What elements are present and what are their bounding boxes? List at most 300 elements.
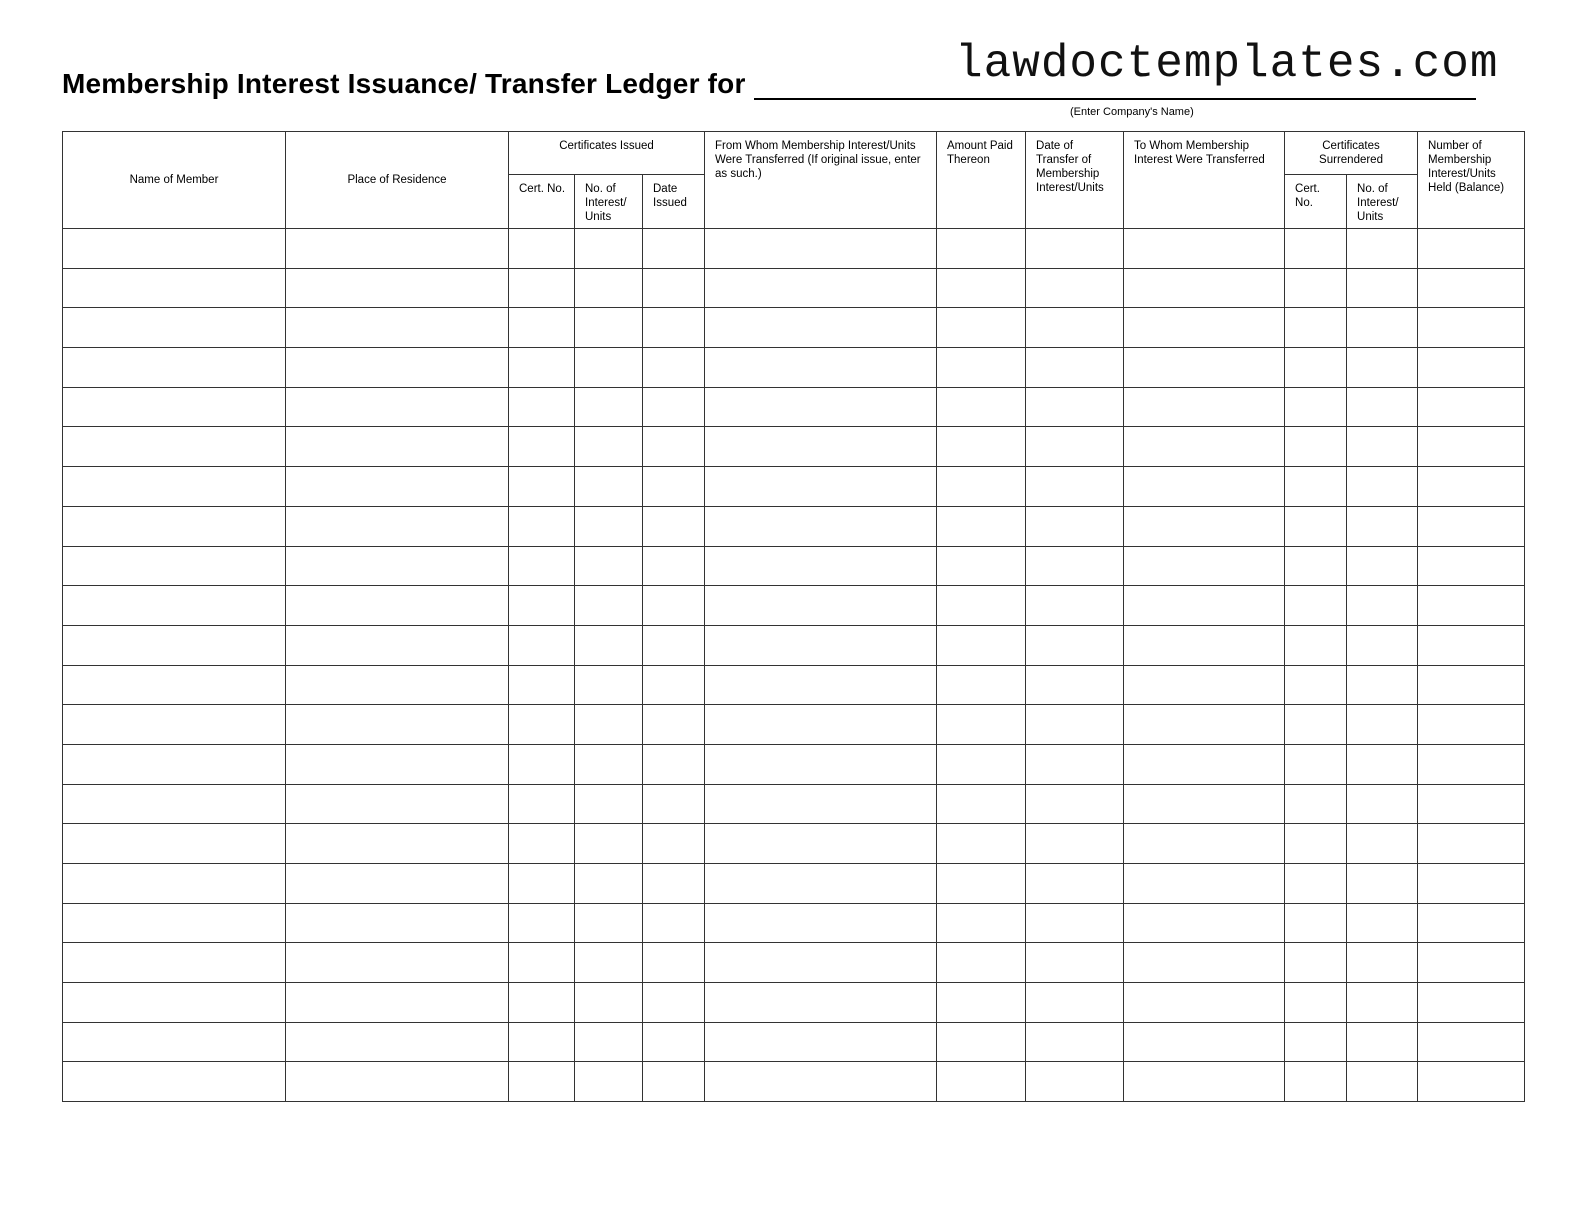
cell-place-of-residence[interactable] <box>286 665 509 705</box>
cell-date-issued[interactable] <box>643 903 705 943</box>
cell-place-of-residence[interactable] <box>286 1062 509 1102</box>
cell-issued-cert-no[interactable] <box>509 229 575 269</box>
cell-place-of-residence[interactable] <box>286 427 509 467</box>
cell-amount-paid[interactable] <box>937 268 1026 308</box>
cell-amount-paid[interactable] <box>937 427 1026 467</box>
cell-number-held[interactable] <box>1418 864 1525 904</box>
cell-date-issued[interactable] <box>643 784 705 824</box>
watermark: lawdoctemplates.com <box>955 38 1499 90</box>
table-row <box>63 427 1525 467</box>
cell-date-of-transfer[interactable] <box>1026 427 1124 467</box>
cell-from-whom[interactable] <box>705 903 937 943</box>
cell-name-of-member[interactable] <box>63 625 286 665</box>
table-row <box>63 1062 1525 1102</box>
cell-surrendered-no-of-interest[interactable] <box>1347 467 1418 507</box>
cell-surrendered-cert-no[interactable] <box>1285 943 1347 983</box>
cell-surrendered-no-of-interest[interactable] <box>1347 864 1418 904</box>
cell-date-issued[interactable] <box>643 665 705 705</box>
cell-date-issued[interactable] <box>643 427 705 467</box>
cell-issued-no-of-interest[interactable] <box>575 903 643 943</box>
cell-date-of-transfer[interactable] <box>1026 546 1124 586</box>
cell-from-whom[interactable] <box>705 1022 937 1062</box>
cell-date-of-transfer[interactable] <box>1026 1022 1124 1062</box>
cell-surrendered-cert-no[interactable] <box>1285 229 1347 269</box>
cell-from-whom[interactable] <box>705 1062 937 1102</box>
ledger-body <box>63 229 1525 1102</box>
cell-amount-paid[interactable] <box>937 229 1026 269</box>
cell-name-of-member[interactable] <box>63 348 286 388</box>
cell-to-whom[interactable] <box>1124 1022 1285 1062</box>
cell-date-of-transfer[interactable] <box>1026 506 1124 546</box>
cell-to-whom[interactable] <box>1124 943 1285 983</box>
cell-amount-paid[interactable] <box>937 784 1026 824</box>
cell-place-of-residence[interactable] <box>286 1022 509 1062</box>
cell-surrendered-cert-no[interactable] <box>1285 983 1347 1023</box>
cell-number-held[interactable] <box>1418 744 1525 784</box>
cell-place-of-residence[interactable] <box>286 268 509 308</box>
cell-name-of-member[interactable] <box>63 427 286 467</box>
cell-place-of-residence[interactable] <box>286 467 509 507</box>
cell-date-of-transfer[interactable] <box>1026 1062 1124 1102</box>
cell-surrendered-cert-no[interactable] <box>1285 665 1347 705</box>
cell-to-whom[interactable] <box>1124 744 1285 784</box>
cell-to-whom[interactable] <box>1124 864 1285 904</box>
cell-date-of-transfer[interactable] <box>1026 665 1124 705</box>
cell-name-of-member[interactable] <box>63 586 286 626</box>
cell-from-whom[interactable] <box>705 784 937 824</box>
cell-from-whom[interactable] <box>705 824 937 864</box>
table-row <box>63 625 1525 665</box>
cell-date-issued[interactable] <box>643 467 705 507</box>
cell-amount-paid[interactable] <box>937 1022 1026 1062</box>
cell-name-of-member[interactable] <box>63 229 286 269</box>
cell-place-of-residence[interactable] <box>286 625 509 665</box>
cell-from-whom[interactable] <box>705 308 937 348</box>
cell-number-held[interactable] <box>1418 903 1525 943</box>
cell-from-whom[interactable] <box>705 229 937 269</box>
cell-issued-no-of-interest[interactable] <box>575 546 643 586</box>
cell-surrendered-no-of-interest[interactable] <box>1347 943 1418 983</box>
cell-name-of-member[interactable] <box>63 705 286 745</box>
header-amount-paid: Amount Paid Thereon <box>937 132 1026 229</box>
cell-to-whom[interactable] <box>1124 903 1285 943</box>
cell-to-whom[interactable] <box>1124 506 1285 546</box>
cell-number-held[interactable] <box>1418 1062 1525 1102</box>
cell-surrendered-no-of-interest[interactable] <box>1347 665 1418 705</box>
cell-number-held[interactable] <box>1418 268 1525 308</box>
cell-amount-paid[interactable] <box>937 546 1026 586</box>
cell-date-issued[interactable] <box>643 824 705 864</box>
cell-to-whom[interactable] <box>1124 308 1285 348</box>
cell-issued-cert-no[interactable] <box>509 268 575 308</box>
cell-number-held[interactable] <box>1418 467 1525 507</box>
cell-issued-cert-no[interactable] <box>509 348 575 388</box>
cell-to-whom[interactable] <box>1124 387 1285 427</box>
cell-from-whom[interactable] <box>705 625 937 665</box>
cell-number-held[interactable] <box>1418 506 1525 546</box>
header-issued-no-of-interest: No. of Interest/ Units <box>575 175 643 229</box>
cell-amount-paid[interactable] <box>937 1062 1026 1102</box>
cell-date-of-transfer[interactable] <box>1026 387 1124 427</box>
cell-number-held[interactable] <box>1418 943 1525 983</box>
table-row <box>63 229 1525 269</box>
cell-amount-paid[interactable] <box>937 705 1026 745</box>
cell-name-of-member[interactable] <box>63 1062 286 1102</box>
cell-from-whom[interactable] <box>705 348 937 388</box>
cell-date-of-transfer[interactable] <box>1026 943 1124 983</box>
cell-to-whom[interactable] <box>1124 1062 1285 1102</box>
cell-issued-no-of-interest[interactable] <box>575 229 643 269</box>
cell-number-held[interactable] <box>1418 983 1525 1023</box>
cell-issued-cert-no[interactable] <box>509 665 575 705</box>
cell-date-issued[interactable] <box>643 1062 705 1102</box>
cell-surrendered-no-of-interest[interactable] <box>1347 586 1418 626</box>
cell-issued-cert-no[interactable] <box>509 864 575 904</box>
cell-to-whom[interactable] <box>1124 705 1285 745</box>
cell-name-of-member[interactable] <box>63 665 286 705</box>
cell-date-issued[interactable] <box>643 229 705 269</box>
cell-number-held[interactable] <box>1418 348 1525 388</box>
cell-name-of-member[interactable] <box>63 784 286 824</box>
ledger-table <box>62 131 1525 1102</box>
cell-issued-cert-no[interactable] <box>509 427 575 467</box>
cell-date-issued[interactable] <box>643 983 705 1023</box>
cell-surrendered-no-of-interest[interactable] <box>1347 744 1418 784</box>
cell-amount-paid[interactable] <box>937 625 1026 665</box>
cell-name-of-member[interactable] <box>63 387 286 427</box>
cell-number-held[interactable] <box>1418 427 1525 467</box>
cell-surrendered-cert-no[interactable] <box>1285 903 1347 943</box>
cell-number-held[interactable] <box>1418 824 1525 864</box>
header-place-of-residence: Place of Residence <box>286 132 509 229</box>
cell-number-held[interactable] <box>1418 625 1525 665</box>
cell-surrendered-no-of-interest[interactable] <box>1347 268 1418 308</box>
cell-date-of-transfer[interactable] <box>1026 467 1124 507</box>
cell-number-held[interactable] <box>1418 705 1525 745</box>
cell-place-of-residence[interactable] <box>286 348 509 388</box>
cell-to-whom[interactable] <box>1124 229 1285 269</box>
cell-issued-no-of-interest[interactable] <box>575 586 643 626</box>
table-row <box>63 744 1525 784</box>
cell-issued-no-of-interest[interactable] <box>575 348 643 388</box>
cell-issued-no-of-interest[interactable] <box>575 665 643 705</box>
cell-issued-no-of-interest[interactable] <box>575 943 643 983</box>
cell-issued-no-of-interest[interactable] <box>575 506 643 546</box>
cell-issued-no-of-interest[interactable] <box>575 268 643 308</box>
cell-place-of-residence[interactable] <box>286 506 509 546</box>
cell-issued-no-of-interest[interactable] <box>575 705 643 745</box>
cell-date-of-transfer[interactable] <box>1026 348 1124 388</box>
cell-place-of-residence[interactable] <box>286 546 509 586</box>
cell-to-whom[interactable] <box>1124 467 1285 507</box>
cell-surrendered-no-of-interest[interactable] <box>1347 705 1418 745</box>
table-row <box>63 506 1525 546</box>
header-row-1 <box>63 132 1525 175</box>
cell-issued-no-of-interest[interactable] <box>575 1022 643 1062</box>
cell-from-whom[interactable] <box>705 506 937 546</box>
cell-from-whom[interactable] <box>705 427 937 467</box>
cell-date-issued[interactable] <box>643 625 705 665</box>
header-number-held: Number of Membership Interest/Units Held (Balance) <box>1418 132 1525 229</box>
cell-place-of-residence[interactable] <box>286 705 509 745</box>
cell-surrendered-cert-no[interactable] <box>1285 705 1347 745</box>
cell-issued-cert-no[interactable] <box>509 903 575 943</box>
cell-from-whom[interactable] <box>705 983 937 1023</box>
cell-amount-paid[interactable] <box>937 467 1026 507</box>
cell-to-whom[interactable] <box>1124 665 1285 705</box>
header-name-of-member: Name of Member <box>63 132 286 229</box>
cell-name-of-member[interactable] <box>63 467 286 507</box>
table-row <box>63 586 1525 626</box>
cell-amount-paid[interactable] <box>937 586 1026 626</box>
table-row <box>63 308 1525 348</box>
cell-date-issued[interactable] <box>643 943 705 983</box>
header-to-whom: To Whom Membership Interest Were Transferred <box>1124 132 1285 229</box>
cell-place-of-residence[interactable] <box>286 229 509 269</box>
cell-to-whom[interactable] <box>1124 824 1285 864</box>
company-name-hint: (Enter Company's Name) <box>1070 106 1194 118</box>
cell-issued-cert-no[interactable] <box>509 705 575 745</box>
cell-issued-cert-no[interactable] <box>509 1062 575 1102</box>
company-name-field[interactable] <box>754 71 1476 100</box>
cell-surrendered-no-of-interest[interactable] <box>1347 1022 1418 1062</box>
cell-from-whom[interactable] <box>705 387 937 427</box>
table-row <box>63 943 1525 983</box>
cell-name-of-member[interactable] <box>63 903 286 943</box>
cell-date-issued[interactable] <box>643 864 705 904</box>
header-certificates-surrendered: Certificates Surrendered <box>1285 132 1418 175</box>
cell-name-of-member[interactable] <box>63 1022 286 1062</box>
cell-amount-paid[interactable] <box>937 864 1026 904</box>
cell-name-of-member[interactable] <box>63 546 286 586</box>
header-date-issued: Date Issued <box>643 175 705 229</box>
cell-name-of-member[interactable] <box>63 506 286 546</box>
cell-issued-no-of-interest[interactable] <box>575 1062 643 1102</box>
cell-issued-no-of-interest[interactable] <box>575 784 643 824</box>
cell-to-whom[interactable] <box>1124 427 1285 467</box>
cell-date-of-transfer[interactable] <box>1026 903 1124 943</box>
cell-from-whom[interactable] <box>705 943 937 983</box>
cell-date-issued[interactable] <box>643 744 705 784</box>
cell-date-issued[interactable] <box>643 308 705 348</box>
cell-issued-no-of-interest[interactable] <box>575 387 643 427</box>
cell-issued-no-of-interest[interactable] <box>575 983 643 1023</box>
cell-date-of-transfer[interactable] <box>1026 586 1124 626</box>
cell-number-held[interactable] <box>1418 308 1525 348</box>
cell-surrendered-cert-no[interactable] <box>1285 467 1347 507</box>
cell-amount-paid[interactable] <box>937 744 1026 784</box>
cell-issued-no-of-interest[interactable] <box>575 467 643 507</box>
cell-issued-cert-no[interactable] <box>509 308 575 348</box>
cell-date-issued[interactable] <box>643 705 705 745</box>
cell-name-of-member[interactable] <box>63 824 286 864</box>
cell-place-of-residence[interactable] <box>286 387 509 427</box>
cell-issued-cert-no[interactable] <box>509 387 575 427</box>
table-row <box>63 983 1525 1023</box>
cell-from-whom[interactable] <box>705 864 937 904</box>
cell-name-of-member[interactable] <box>63 744 286 784</box>
cell-issued-cert-no[interactable] <box>509 744 575 784</box>
cell-surrendered-cert-no[interactable] <box>1285 506 1347 546</box>
cell-issued-cert-no[interactable] <box>509 983 575 1023</box>
cell-amount-paid[interactable] <box>937 983 1026 1023</box>
cell-surrendered-cert-no[interactable] <box>1285 427 1347 467</box>
cell-surrendered-no-of-interest[interactable] <box>1347 983 1418 1023</box>
cell-surrendered-no-of-interest[interactable] <box>1347 506 1418 546</box>
cell-surrendered-cert-no[interactable] <box>1285 625 1347 665</box>
cell-date-issued[interactable] <box>643 348 705 388</box>
cell-amount-paid[interactable] <box>937 387 1026 427</box>
cell-number-held[interactable] <box>1418 546 1525 586</box>
cell-date-of-transfer[interactable] <box>1026 229 1124 269</box>
cell-date-of-transfer[interactable] <box>1026 268 1124 308</box>
table-row <box>63 665 1525 705</box>
header-certificates-issued: Certificates Issued <box>509 132 705 175</box>
cell-amount-paid[interactable] <box>937 824 1026 864</box>
header-surrendered-cert-no: Cert. No. <box>1285 175 1347 229</box>
cell-place-of-residence[interactable] <box>286 983 509 1023</box>
cell-issued-cert-no[interactable] <box>509 784 575 824</box>
cell-surrendered-cert-no[interactable] <box>1285 387 1347 427</box>
cell-to-whom[interactable] <box>1124 586 1285 626</box>
cell-to-whom[interactable] <box>1124 784 1285 824</box>
cell-surrendered-no-of-interest[interactable] <box>1347 427 1418 467</box>
cell-surrendered-no-of-interest[interactable] <box>1347 824 1418 864</box>
cell-issued-no-of-interest[interactable] <box>575 308 643 348</box>
cell-issued-cert-no[interactable] <box>509 824 575 864</box>
cell-name-of-member[interactable] <box>63 864 286 904</box>
cell-place-of-residence[interactable] <box>286 943 509 983</box>
cell-surrendered-cert-no[interactable] <box>1285 268 1347 308</box>
cell-date-issued[interactable] <box>643 546 705 586</box>
table-row <box>63 864 1525 904</box>
cell-date-of-transfer[interactable] <box>1026 308 1124 348</box>
cell-date-of-transfer[interactable] <box>1026 744 1124 784</box>
cell-issued-no-of-interest[interactable] <box>575 744 643 784</box>
cell-amount-paid[interactable] <box>937 308 1026 348</box>
cell-issued-cert-no[interactable] <box>509 1022 575 1062</box>
cell-surrendered-no-of-interest[interactable] <box>1347 348 1418 388</box>
cell-issued-cert-no[interactable] <box>509 467 575 507</box>
cell-surrendered-cert-no[interactable] <box>1285 864 1347 904</box>
cell-surrendered-cert-no[interactable] <box>1285 744 1347 784</box>
cell-place-of-residence[interactable] <box>286 308 509 348</box>
cell-to-whom[interactable] <box>1124 983 1285 1023</box>
cell-surrendered-cert-no[interactable] <box>1285 586 1347 626</box>
cell-from-whom[interactable] <box>705 705 937 745</box>
cell-number-held[interactable] <box>1418 665 1525 705</box>
cell-surrendered-cert-no[interactable] <box>1285 308 1347 348</box>
cell-issued-cert-no[interactable] <box>509 506 575 546</box>
cell-issued-no-of-interest[interactable] <box>575 864 643 904</box>
cell-place-of-residence[interactable] <box>286 864 509 904</box>
cell-surrendered-cert-no[interactable] <box>1285 1062 1347 1102</box>
page-title: Membership Interest Issuance/ Transfer Ledger for <box>62 68 746 99</box>
cell-issued-cert-no[interactable] <box>509 586 575 626</box>
cell-surrendered-no-of-interest[interactable] <box>1347 387 1418 427</box>
cell-number-held[interactable] <box>1418 586 1525 626</box>
title-row <box>62 68 1476 100</box>
cell-date-issued[interactable] <box>643 1022 705 1062</box>
cell-from-whom[interactable] <box>705 744 937 784</box>
cell-issued-cert-no[interactable] <box>509 546 575 586</box>
cell-date-of-transfer[interactable] <box>1026 784 1124 824</box>
cell-place-of-residence[interactable] <box>286 784 509 824</box>
cell-surrendered-cert-no[interactable] <box>1285 1022 1347 1062</box>
cell-date-of-transfer[interactable] <box>1026 983 1124 1023</box>
cell-date-issued[interactable] <box>643 268 705 308</box>
cell-name-of-member[interactable] <box>63 308 286 348</box>
cell-surrendered-no-of-interest[interactable] <box>1347 308 1418 348</box>
cell-surrendered-no-of-interest[interactable] <box>1347 1062 1418 1102</box>
cell-issued-cert-no[interactable] <box>509 625 575 665</box>
cell-place-of-residence[interactable] <box>286 586 509 626</box>
cell-to-whom[interactable] <box>1124 268 1285 308</box>
cell-from-whom[interactable] <box>705 546 937 586</box>
cell-name-of-member[interactable] <box>63 983 286 1023</box>
cell-from-whom[interactable] <box>705 467 937 507</box>
cell-from-whom[interactable] <box>705 586 937 626</box>
cell-surrendered-cert-no[interactable] <box>1285 784 1347 824</box>
cell-to-whom[interactable] <box>1124 348 1285 388</box>
cell-issued-cert-no[interactable] <box>509 943 575 983</box>
cell-surrendered-no-of-interest[interactable] <box>1347 546 1418 586</box>
table-row <box>63 824 1525 864</box>
cell-surrendered-no-of-interest[interactable] <box>1347 784 1418 824</box>
cell-date-of-transfer[interactable] <box>1026 705 1124 745</box>
cell-to-whom[interactable] <box>1124 546 1285 586</box>
cell-from-whom[interactable] <box>705 665 937 705</box>
cell-amount-paid[interactable] <box>937 506 1026 546</box>
cell-name-of-member[interactable] <box>63 943 286 983</box>
cell-from-whom[interactable] <box>705 268 937 308</box>
cell-number-held[interactable] <box>1418 387 1525 427</box>
cell-surrendered-cert-no[interactable] <box>1285 348 1347 388</box>
cell-issued-no-of-interest[interactable] <box>575 824 643 864</box>
cell-place-of-residence[interactable] <box>286 903 509 943</box>
cell-surrendered-cert-no[interactable] <box>1285 546 1347 586</box>
table-row <box>63 387 1525 427</box>
cell-surrendered-no-of-interest[interactable] <box>1347 625 1418 665</box>
cell-number-held[interactable] <box>1418 784 1525 824</box>
cell-place-of-residence[interactable] <box>286 744 509 784</box>
cell-number-held[interactable] <box>1418 229 1525 269</box>
cell-issued-no-of-interest[interactable] <box>575 625 643 665</box>
cell-date-issued[interactable] <box>643 506 705 546</box>
cell-issued-no-of-interest[interactable] <box>575 427 643 467</box>
table-row <box>63 348 1525 388</box>
cell-amount-paid[interactable] <box>937 943 1026 983</box>
cell-date-issued[interactable] <box>643 387 705 427</box>
table-row <box>63 784 1525 824</box>
cell-date-of-transfer[interactable] <box>1026 625 1124 665</box>
cell-date-of-transfer[interactable] <box>1026 824 1124 864</box>
cell-date-issued[interactable] <box>643 586 705 626</box>
table-row <box>63 268 1525 308</box>
cell-amount-paid[interactable] <box>937 665 1026 705</box>
cell-place-of-residence[interactable] <box>286 824 509 864</box>
cell-number-held[interactable] <box>1418 1022 1525 1062</box>
cell-amount-paid[interactable] <box>937 348 1026 388</box>
cell-name-of-member[interactable] <box>63 268 286 308</box>
cell-surrendered-no-of-interest[interactable] <box>1347 903 1418 943</box>
cell-to-whom[interactable] <box>1124 625 1285 665</box>
cell-surrendered-no-of-interest[interactable] <box>1347 229 1418 269</box>
cell-date-of-transfer[interactable] <box>1026 864 1124 904</box>
table-row <box>63 903 1525 943</box>
cell-amount-paid[interactable] <box>937 903 1026 943</box>
cell-surrendered-cert-no[interactable] <box>1285 824 1347 864</box>
